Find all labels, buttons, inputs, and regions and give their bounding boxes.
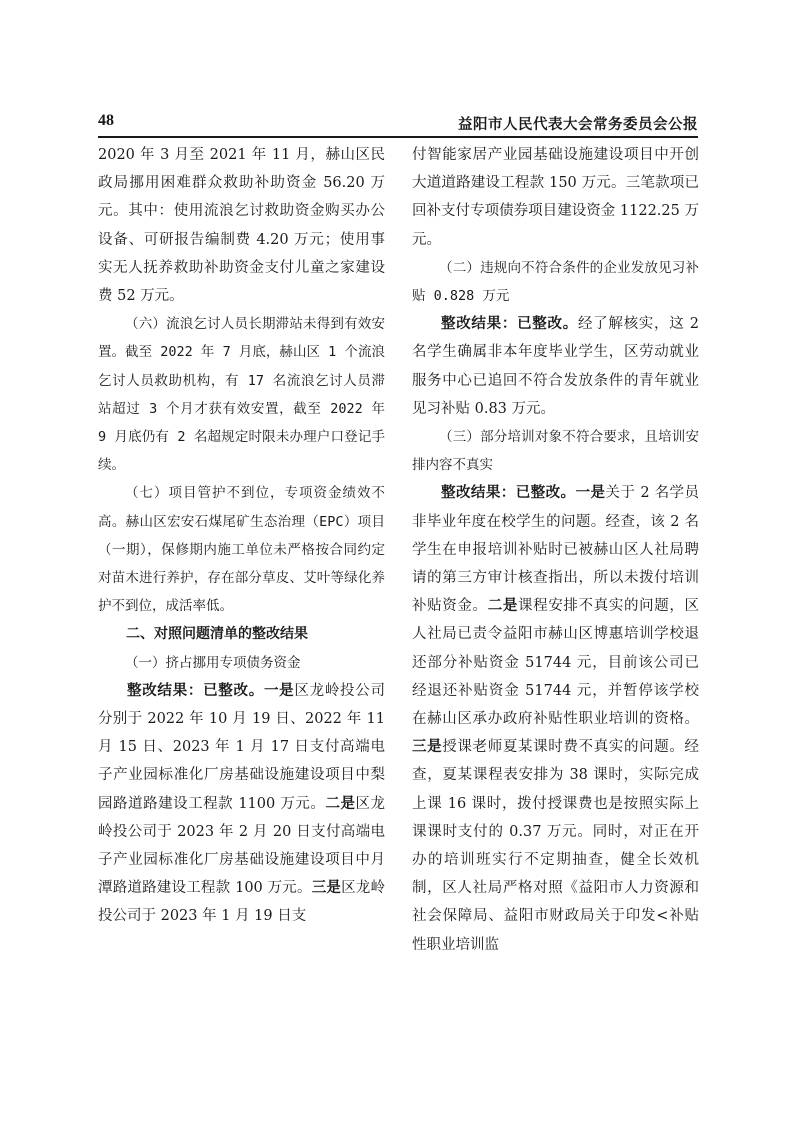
paragraph-rectification	[98, 677, 385, 931]
sub-heading: （三）部分培训对象不符合要求，且培训安排内容不真实	[412, 429, 699, 474]
paragraph-rectification	[412, 310, 699, 423]
sub-heading: （一）挤占挪用专项债务资金	[125, 654, 301, 671]
page-number: 48	[98, 112, 114, 129]
point-one-text: 区龙岭投公司分别于 2022 年 10 月 19 日、2022 年 11 月 15 日、2023 年 1 月 17 日支付高端电子产业园标准化厂房基础设施建设项目中梨园路道路建设工程款 1100 万元。	[98, 682, 385, 812]
point-one-label: 一是	[575, 485, 606, 502]
journal-title: 益阳市人民代表大会常务委员会公报	[458, 117, 698, 133]
paragraph-item-6: （六）流浪乞讨人员长期滞站未得到有效安置。截至 2022 年 7 月底，赫山区 1 个流浪乞讨人员救助机构，有 17 名流浪乞讨人员滞站超过 3 个月才获有效安置，截至 2022 年 9 月底仍有 2 名超规定时限未办理户口登记手续。	[98, 316, 385, 474]
point-three-label: 三是	[311, 880, 342, 897]
point-two-label: 二是	[325, 795, 356, 812]
point-one-text: 关于 2 名学员非毕业年度在校学生的问题。经查，该 2 名学生在申报培训补贴时已被赫山区人社局聘请的第三方审计核查指出，所以未拨付培训补贴资金。	[412, 485, 699, 615]
result-label: 整改结果：已整改。	[127, 682, 264, 699]
header-rule	[98, 136, 698, 138]
paragraph: 2020 年 3 月至 2021 年 11 月，赫山区民政局挪用困难群众救助补助资金 56.20 万元。其中：使用流浪乞讨救助资金购买办公设备、可研报告编制费 4.20 万元；使用事实无人抚养救助补助资金支付儿童之家建设费 52 万元。	[98, 147, 385, 305]
paragraph-item-7: （七）项目管护不到位，专项资金绩效不高。赫山区宏安石煤尾矿生态治理（EPC）项目（一期），保修期内施工单位未严格按合同约定对苗木进行养护，存在部分草皮、艾叶等绿化养护不到位，成活率低。	[98, 485, 385, 615]
right-column	[412, 141, 699, 1011]
paragraph-rectification	[412, 479, 699, 958]
sub-heading: （二）违规向不符合条件的企业发放见习补贴 0.828 万元	[412, 259, 699, 305]
point-two-text: 课程安排不真实的问题，区人社局已责令益阳市赫山区博惠培训学校退还部分补贴资金 51744 元，目前该公司已经退还补贴资金 51744 元，并暂停该学校在赫山区承办政府补贴性职业培训的资格。	[412, 598, 699, 728]
point-three-text: 区龙岭投公司于 2023 年 1 月 19 日支	[98, 880, 385, 925]
left-column	[98, 141, 385, 1011]
point-three-text: 授课老师夏某课时费不真实的问题。经查，夏某课程表安排为 38 课时，实际完成上课 16 课时，拨付授课费也是按照实际上课课时支付的 0.37 万元。同时，对正在开办的培训班实行不定期抽查，健全长效机制，区人社局严格对照《益阳市人力资源和社会保障局、益阳市财政局关于印发<补贴性职业培训监	[412, 739, 699, 953]
paragraph: 付智能家居产业园基础设施建设项目中开创大道道路建设工程款 150 万元。三笔款项已回补支付专项债券项目建设资金 1122.25 万元。	[412, 147, 699, 248]
point-one-label: 一是	[263, 682, 295, 699]
point-two-label: 二是	[487, 598, 518, 615]
page-header	[98, 112, 698, 134]
result-label: 整改结果：已整改。	[441, 316, 578, 333]
section-title: 二、对照问题清单的整改结果	[126, 626, 308, 643]
point-three-label: 三是	[412, 739, 443, 756]
point-two-text: 区龙岭投公司于 2023 年 2 月 20 日支付高端电子产业园标准化厂房基础设施建设项目中月潭路道路建设工程款 100 万元。	[98, 795, 385, 897]
result-label: 整改结果：已整改。	[441, 485, 576, 502]
paragraph-text: 经了解核实，这 2 名学生确属非本年度毕业学生，区劳动就业服务中心已追回不符合发放条件的青年就业见习补贴 0.83 万元。	[412, 316, 699, 417]
